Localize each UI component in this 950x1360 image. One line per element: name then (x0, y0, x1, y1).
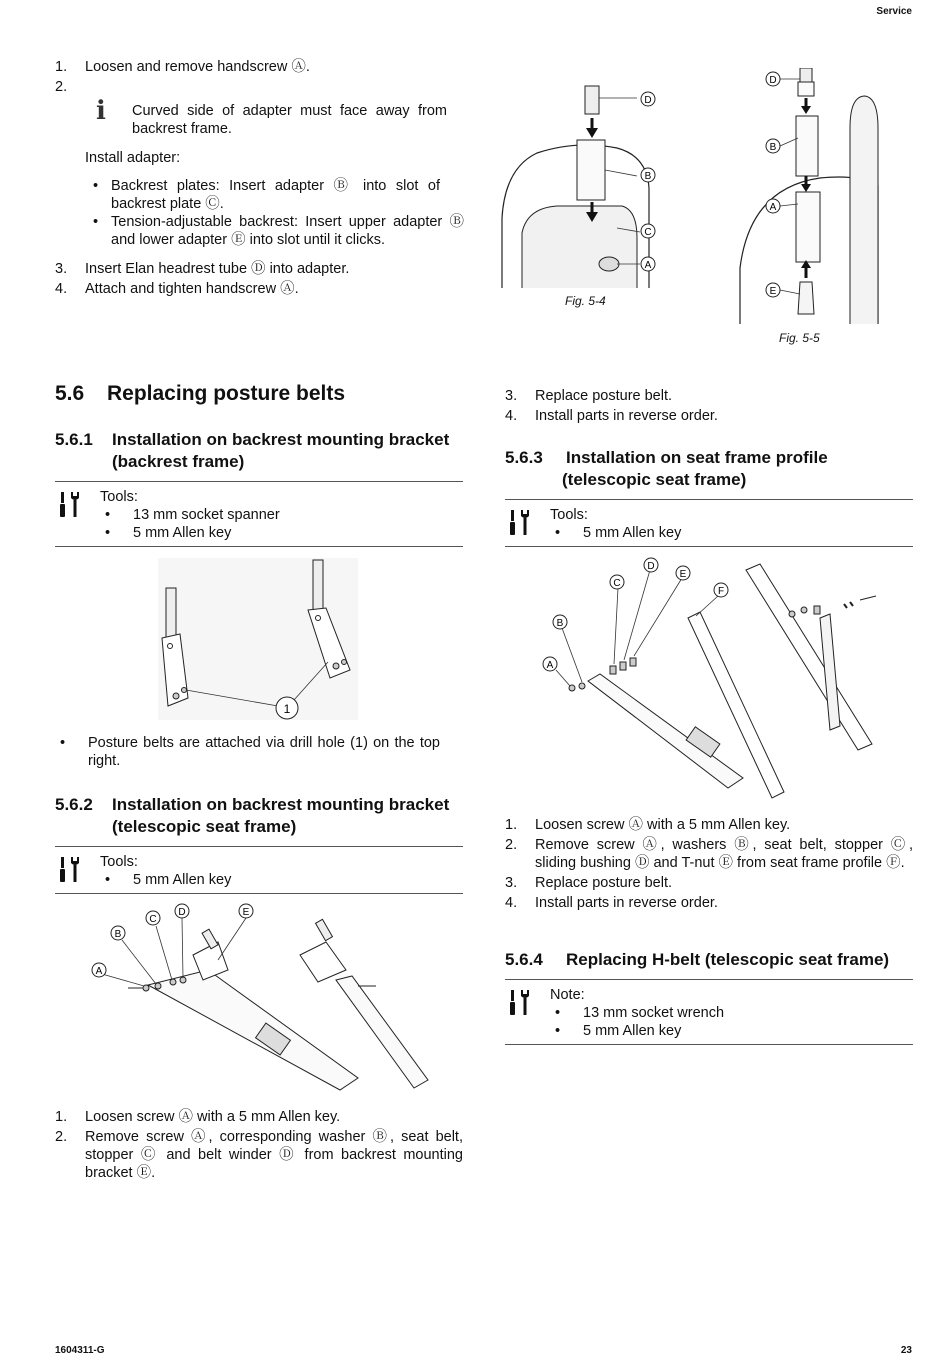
right-top-steps (505, 387, 915, 427)
fig4-label-d: D (644, 95, 652, 106)
tools-box-5-6-2 (55, 846, 463, 894)
tool-text: 5 mm Allen key (583, 1023, 682, 1039)
tools-icon (509, 510, 531, 536)
fig-5-4-caption: Fig. 5-4 (565, 294, 606, 308)
tool-item: • 5 mm Allen key (555, 1023, 682, 1039)
tool-item: • 5 mm Allen key (105, 872, 232, 888)
fig-5-5-illustration (710, 68, 895, 326)
step-item (505, 874, 913, 892)
tool-item: • 13 mm socket spanner (105, 507, 280, 523)
bullet-text: Posture belts are attached via drill hole (1) on the top right. (88, 735, 440, 769)
tools-label: Tools: (550, 507, 588, 523)
step-item (505, 407, 915, 425)
tools-box-5-6-1 (55, 481, 463, 547)
fig563-label-a: A (546, 660, 554, 671)
bullet-item: • Posture belts are attached via drill hole (1) on the top right. (60, 735, 440, 769)
step-text (85, 78, 465, 96)
step-number: 4. (505, 408, 518, 424)
intro-steps-top (55, 58, 465, 98)
step-item (505, 894, 913, 912)
tool-item: • 5 mm Allen key (105, 525, 232, 541)
bullet-item: • Backrest plates: Insert adapter Ⓑ into slot of backrest plate Ⓒ. (93, 178, 440, 212)
section-title-line2: (telescopic seat frame) (112, 817, 297, 836)
step-number: 2. (55, 1129, 68, 1145)
step-number: 3. (505, 875, 518, 891)
fig562-label-a: A (95, 966, 103, 977)
figure-label-1: 1 (283, 702, 291, 716)
fig563-label-e: E (679, 569, 687, 580)
tools-label: Tools: (100, 489, 138, 505)
step-text: Attach and tighten handscrew Ⓐ. (85, 281, 299, 297)
tools-icon (59, 857, 81, 883)
bullet-text: Tension-adjustable backrest: Insert upper adapter Ⓑ and lower adapter Ⓔ into slot until it clicks. (111, 214, 464, 248)
section-5-6-1-heading (55, 429, 465, 473)
tools-label: Tools: (100, 854, 138, 870)
section-5-6-heading (55, 381, 345, 407)
tool-text: 13 mm socket spanner (133, 507, 280, 523)
step-text: Loosen screw Ⓐ with a 5 mm Allen key. (85, 1109, 341, 1125)
step-number: 1. (505, 817, 518, 833)
step-text: Loosen and remove handscrew Ⓐ. (85, 59, 310, 75)
tool-text: 5 mm Allen key (133, 872, 232, 888)
tools-icon (509, 990, 531, 1016)
fig563-label-b: B (556, 618, 564, 629)
step-text: Replace posture belt. (535, 388, 673, 404)
section-5-6-2-heading (55, 794, 465, 838)
fig562-label-c: C (149, 914, 157, 925)
tools-list (555, 524, 681, 542)
step-item (505, 387, 915, 405)
step-number: 3. (55, 261, 68, 277)
bullet-text: Backrest plates: Insert adapter Ⓑ into slot of backrest plate Ⓒ. (111, 178, 440, 212)
step-number: 2. (55, 79, 68, 95)
section-number: 5.6.2 (55, 795, 93, 814)
section-title: Replacing H-belt (telescopic seat frame) (566, 950, 890, 969)
footer-page-number: 23 (900, 1345, 912, 1356)
step-text: Remove screw Ⓐ, corresponding washer Ⓑ, seat belt, stopper Ⓒ and belt winder Ⓓ from backrest mounting bracket Ⓔ. (85, 1129, 463, 1181)
section-number: 5.6.4 (505, 950, 543, 969)
tool-text: 13 mm socket wrench (583, 1005, 725, 1021)
fig-5-4-illustration (497, 78, 667, 290)
steps-5-6-2 (55, 1108, 463, 1184)
section-title-line2: (telescopic seat frame) (562, 470, 747, 489)
tool-text: 5 mm Allen key (583, 525, 682, 541)
bullet-item: • Tension-adjustable backrest: Insert upper adapter Ⓑ and lower adapter Ⓔ into slot until it clicks. (93, 214, 464, 248)
tools-icon (59, 492, 81, 518)
step-number: 4. (55, 281, 68, 297)
tools-list (105, 871, 231, 889)
telescopic-backrest-figure (88, 900, 438, 1095)
step-number: 2. (505, 837, 518, 853)
tool-item: • 5 mm Allen key (555, 525, 682, 541)
section-number: 5.6 (55, 382, 85, 405)
section-title-line2: (backrest frame) (112, 452, 245, 471)
step-item (55, 260, 465, 278)
note-box-5-6-4 (505, 979, 913, 1045)
step-text: Insert Elan headrest tube Ⓓ into adapter. (85, 261, 350, 277)
step-item (55, 280, 465, 298)
note-text: Curved side of adapter must face away from backrest frame. (132, 103, 447, 137)
fig5-label-b: B (769, 142, 777, 153)
step-text: Loosen screw Ⓐ with a 5 mm Allen key. (535, 817, 791, 833)
step-number: 3. (505, 388, 518, 404)
step-number: 4. (505, 895, 518, 911)
note-label: Note: (550, 987, 585, 1003)
section-number: 5.6.1 (55, 430, 93, 449)
intro-steps-bottom (55, 260, 465, 300)
step-item (55, 78, 465, 96)
seat-frame-profile-figure (538, 556, 880, 806)
fig-5-5-caption: Fig. 5-5 (779, 331, 820, 345)
fig563-label-d: D (647, 561, 655, 572)
step-text: Remove screw Ⓐ, washers Ⓑ, seat belt, stopper Ⓒ, sliding bushing Ⓓ and T-nut Ⓔ from seat frame profile Ⓕ. (535, 837, 913, 871)
header-section-label: Service (876, 6, 912, 17)
fig4-label-c: C (644, 227, 652, 238)
tool-item: • 13 mm socket wrench (555, 1005, 725, 1021)
section-title-line1: Installation on backrest mounting bracket (112, 430, 450, 449)
fig562-label-e: E (242, 907, 250, 918)
fig5-label-a: A (769, 202, 777, 213)
install-bullets (85, 177, 464, 249)
step-item (55, 58, 465, 76)
tool-text: 5 mm Allen key (133, 525, 232, 541)
step-number: 1. (55, 59, 68, 75)
step-number: 1. (55, 1109, 68, 1125)
fig4-label-b: B (644, 171, 652, 182)
section-number: 5.6.3 (505, 448, 543, 467)
section-5-6-4-heading (505, 949, 925, 971)
fig563-label-f: F (717, 586, 725, 597)
step-text: Install parts in reverse order. (535, 895, 718, 911)
step-item (55, 1128, 463, 1182)
section-5-6-3-heading (505, 447, 915, 491)
tools-list (105, 506, 280, 542)
footer-doc-number: 1604311-G (55, 1345, 105, 1356)
section-title-line1: Installation on backrest mounting bracket (112, 795, 450, 814)
install-label: Install adapter: (85, 150, 181, 166)
section-title: Replacing posture belts (107, 382, 346, 405)
fig562-label-d: D (178, 907, 186, 918)
step-item (505, 836, 913, 872)
fig562-label-b: B (114, 929, 122, 940)
fig4-label-a: A (644, 260, 652, 271)
fig5-label-d: D (769, 75, 777, 86)
posture-belt-bullet (55, 734, 440, 770)
backrest-bracket-figure (158, 558, 358, 720)
step-item (55, 1108, 463, 1126)
step-text: Install parts in reverse order. (535, 408, 718, 424)
step-item (505, 816, 913, 834)
tools-box-5-6-3 (505, 499, 913, 547)
tools-list (555, 1004, 724, 1040)
fig563-label-c: C (613, 578, 621, 589)
steps-5-6-3 (505, 816, 913, 914)
section-title-line1: Installation on seat frame profile (566, 448, 828, 467)
info-icon: ℹ (96, 96, 106, 126)
fig5-label-e: E (769, 286, 777, 297)
step-text: Replace posture belt. (535, 875, 673, 891)
